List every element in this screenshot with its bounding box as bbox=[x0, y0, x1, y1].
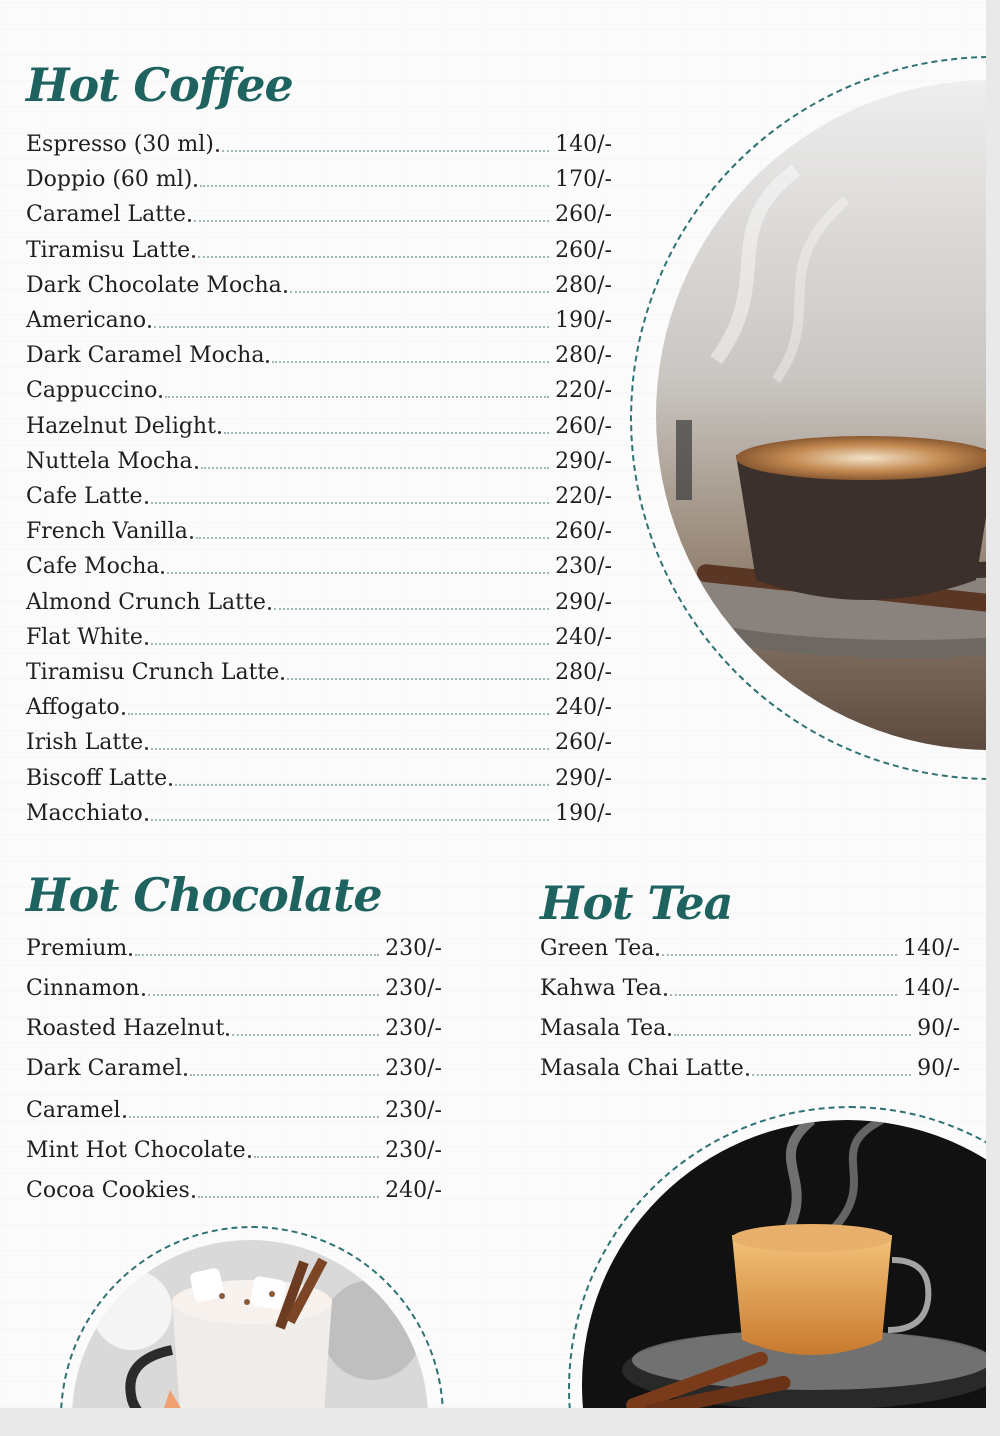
item-name: Mint Hot Chocolate bbox=[26, 1138, 246, 1163]
dot-leader bbox=[151, 640, 549, 645]
item-name: Americano bbox=[26, 308, 147, 333]
item-price: 260/- bbox=[555, 237, 612, 263]
menu-item bbox=[26, 1010, 442, 1040]
menu-item bbox=[26, 584, 612, 614]
item-price: 230/- bbox=[385, 1056, 442, 1081]
item-price: 190/- bbox=[555, 800, 612, 826]
item-price: 140/- bbox=[903, 976, 960, 1001]
item-name: Nuttela Mocha bbox=[26, 448, 193, 474]
item-price: 230/- bbox=[385, 976, 442, 1001]
item-price: 280/- bbox=[555, 343, 612, 369]
hot-coffee-title: Hot Coffee bbox=[26, 58, 293, 112]
item-name: Caramel Latte bbox=[26, 202, 186, 228]
dot-leader bbox=[201, 464, 550, 469]
menu-item bbox=[26, 408, 612, 438]
menu-item bbox=[26, 795, 612, 825]
menu-item bbox=[26, 1050, 442, 1080]
menu-item bbox=[26, 126, 612, 156]
dot-leader bbox=[151, 745, 549, 750]
item-price: 140/- bbox=[903, 936, 960, 961]
item-price: 260/- bbox=[555, 730, 612, 756]
item-name: Tiramisu Crunch Latte bbox=[26, 660, 280, 685]
item-name: Cafe Mocha bbox=[26, 554, 160, 580]
item-price: 220/- bbox=[555, 378, 612, 404]
dot-leader bbox=[167, 569, 549, 574]
item-price: 260/- bbox=[555, 202, 612, 228]
menu-item bbox=[26, 930, 442, 960]
item-price: 90/- bbox=[917, 1056, 960, 1081]
dot-leader bbox=[129, 1113, 380, 1118]
masala-chai-glass-photo-icon bbox=[582, 1120, 986, 1408]
dot-leader bbox=[151, 499, 550, 504]
dot-leader bbox=[135, 951, 379, 956]
item-price: 260/- bbox=[555, 413, 612, 439]
item-price: 290/- bbox=[555, 448, 612, 474]
item-name: Cappuccino bbox=[26, 378, 158, 404]
menu-item bbox=[26, 337, 612, 367]
item-name: Cafe Latte bbox=[26, 484, 143, 509]
item-name: Almond Crunch Latte bbox=[26, 589, 266, 615]
menu-item bbox=[26, 654, 612, 684]
dot-leader bbox=[196, 534, 549, 539]
dot-leader bbox=[254, 1153, 380, 1158]
item-name: Dark Caramel Mocha bbox=[26, 343, 265, 369]
menu-item bbox=[26, 724, 612, 754]
dot-leader bbox=[290, 288, 549, 293]
menu-item bbox=[540, 1050, 960, 1080]
menu-item bbox=[26, 970, 442, 1000]
dot-leader bbox=[198, 253, 549, 258]
item-price: 240/- bbox=[555, 695, 612, 721]
dot-leader bbox=[200, 182, 549, 187]
menu-item bbox=[26, 478, 612, 508]
hot-chocolate-title: Hot Chocolate bbox=[26, 868, 382, 922]
dot-leader bbox=[154, 323, 549, 328]
menu-item bbox=[26, 161, 612, 191]
dot-leader bbox=[232, 1031, 379, 1036]
hot-tea-title: Hot Tea bbox=[540, 876, 733, 930]
menu-item bbox=[26, 267, 612, 297]
item-name: Dark Caramel bbox=[26, 1056, 183, 1081]
menu-item bbox=[26, 1092, 442, 1122]
dot-leader bbox=[674, 1031, 911, 1036]
item-name: Roasted Hazelnut bbox=[26, 1016, 225, 1041]
hot-chocolate-marshmallow-photo-icon bbox=[72, 1240, 428, 1408]
menu-item bbox=[540, 970, 960, 1000]
item-name: Affogato bbox=[26, 695, 120, 721]
dot-leader bbox=[194, 217, 549, 222]
dot-leader bbox=[128, 710, 549, 715]
menu-item bbox=[26, 513, 612, 543]
item-name: Caramel bbox=[26, 1098, 121, 1123]
menu-item bbox=[26, 1172, 442, 1202]
item-name: Masala Chai Latte bbox=[540, 1056, 744, 1081]
item-name: Premium bbox=[26, 936, 128, 961]
item-price: 280/- bbox=[555, 272, 612, 298]
item-price: 230/- bbox=[555, 554, 612, 580]
dot-leader bbox=[190, 1071, 379, 1076]
item-name: Macchiato bbox=[26, 800, 143, 826]
item-price: 290/- bbox=[555, 589, 612, 615]
item-name: Biscoff Latte bbox=[26, 765, 168, 791]
dot-leader bbox=[151, 816, 549, 821]
menu-item bbox=[26, 232, 612, 262]
item-name: Irish Latte bbox=[26, 730, 144, 756]
item-price: 230/- bbox=[385, 1098, 442, 1123]
menu-item bbox=[540, 930, 960, 960]
dot-leader bbox=[272, 358, 549, 363]
item-name: Espresso (30 ml) bbox=[26, 132, 214, 157]
item-name: Cocoa Cookies bbox=[26, 1178, 190, 1203]
dot-leader bbox=[148, 991, 380, 996]
item-price: 230/- bbox=[385, 1016, 442, 1041]
item-name: Flat White bbox=[26, 624, 143, 650]
item-name: French Vanilla bbox=[26, 519, 188, 545]
item-price: 240/- bbox=[555, 624, 612, 650]
menu-item bbox=[26, 548, 612, 578]
item-price: 240/- bbox=[385, 1178, 442, 1203]
dot-leader bbox=[175, 781, 549, 786]
menu-item bbox=[540, 1010, 960, 1040]
item-name: Dark Chocolate Mocha bbox=[26, 272, 282, 298]
item-price: 260/- bbox=[555, 519, 612, 545]
item-price: 170/- bbox=[555, 167, 612, 193]
item-price: 230/- bbox=[385, 936, 442, 961]
item-price: 290/- bbox=[555, 765, 612, 791]
menu-item bbox=[26, 372, 612, 402]
dot-leader bbox=[662, 951, 897, 956]
menu-item bbox=[26, 619, 612, 649]
item-name: Kahwa Tea bbox=[540, 976, 662, 1001]
item-name: Hazelnut Delight bbox=[26, 413, 216, 439]
dot-leader bbox=[222, 147, 549, 152]
dot-leader bbox=[165, 393, 549, 398]
menu-item bbox=[26, 760, 612, 790]
menu-item bbox=[26, 302, 612, 332]
item-price: 140/- bbox=[555, 132, 612, 157]
dot-leader bbox=[274, 605, 549, 610]
menu-item bbox=[26, 443, 612, 473]
dot-leader bbox=[198, 1193, 379, 1198]
item-name: Cinnamon bbox=[26, 976, 140, 1001]
item-name: Doppio (60 ml) bbox=[26, 167, 193, 193]
menu-item bbox=[26, 1132, 442, 1162]
item-name: Green Tea bbox=[540, 936, 655, 961]
item-price: 280/- bbox=[555, 660, 612, 685]
item-name: Tiramisu Latte bbox=[26, 237, 191, 263]
dot-leader bbox=[752, 1071, 911, 1076]
menu-item bbox=[26, 196, 612, 226]
item-price: 90/- bbox=[917, 1016, 960, 1041]
item-price: 190/- bbox=[555, 308, 612, 333]
dot-leader bbox=[670, 991, 897, 996]
dot-leader bbox=[224, 429, 549, 434]
dot-leader bbox=[287, 675, 549, 680]
item-price: 220/- bbox=[555, 484, 612, 509]
latte-cup-photo-icon bbox=[656, 80, 986, 750]
item-price: 230/- bbox=[385, 1138, 442, 1163]
item-name: Masala Tea bbox=[540, 1016, 667, 1041]
menu-item bbox=[26, 689, 612, 719]
